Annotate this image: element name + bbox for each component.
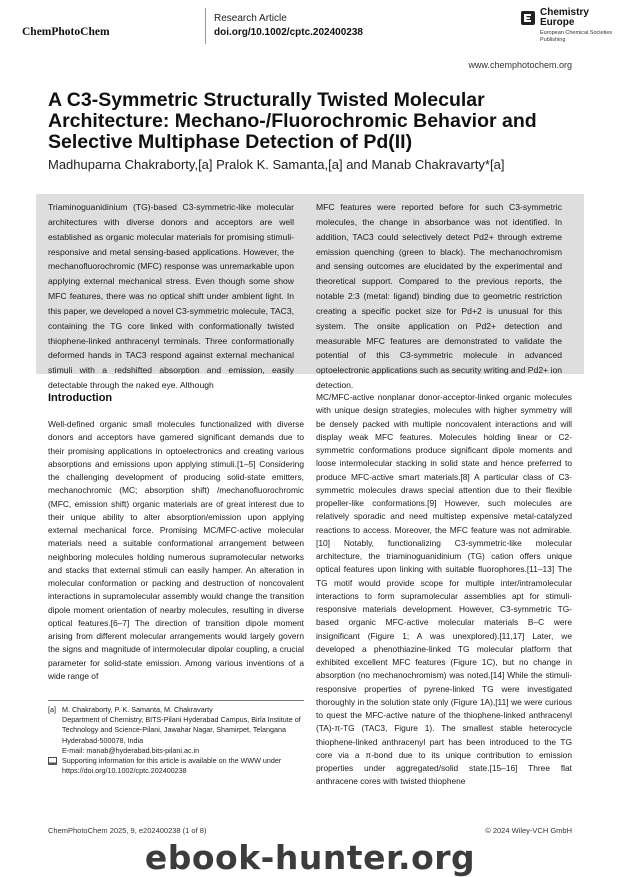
- watermark-text: ebook-hunter.org: [144, 838, 476, 877]
- supporting-info-footnote: [48, 756, 306, 776]
- introduction-left-column: Well-defined organic small molecules functionalized with diverse donors and acceptors have garnered significant demands due to their promising applications in optoelectronics and creating various absorptions and emissions upon applying stimuli.[1–5] Considering the challenging development of producing solid-state emitters, mechanochromic (MC; absorption shift) /mechanofluorochromic (MFC, emission shift) organic materials are of great interest due to their unique ability to alter absorption/emission upon applying external mechanical force. Promising MC/MFC-active molecular materials need a suitable conformational arrangement between neighboring molecules holding numerous supramolecular networks and stacks that external stimuli can easily hamper. An alteration in molecular conformation or packing and destruction of noncovalent interactions in supramolecular assembly would change the transition dipole moment orientation of nearby molecules, resulting in diverse optical features.[6–7] The direction of transition dipole moment arising from different molecular arrangements would largely govern the signs and magnitude of intermolecular dipolar coupling, a crucial parameter for solid-state emission. Among various inventions of a wide range of: [48, 419, 304, 681]
- article-authors: Madhuparna Chakraborty,[a] Pralok K. Samanta,[a] and Manab Chakravarty*[a]: [48, 157, 505, 172]
- supporting-info-text[interactable]: Supporting information for this article is available on the WWW under https://doi.org/10.1002/cptc.202400238: [62, 756, 282, 776]
- abstract-right-column: MFC features were reported before for such C3-symmetric molecules, the change in absorbance was not identified. In addition, TAC3 could selectively detect Pd2+ through extreme emission quenching (green to black). The mechanochromism and sensing outcomes are elucidated by the experimental and theoretical support. Compared to the previous reports, the notable 2:3 (metal: ligand) binding due to geometric restriction creating a specific pocket size for Pd+2 is unusual for this system. The onsite application on Pd2+ detection and measurable MFC features are demonstrated to validate the potential of this C3-symmetric molecule in advanced optoelectronic applications such as security writing and Pd2+ ion detection.: [316, 202, 562, 391]
- publisher-subtitle: European Chemical Societies Publishing: [540, 30, 613, 43]
- affiliation-footnote: [48, 705, 306, 756]
- journal-url-link[interactable]: www.chemphotochem.org: [468, 60, 572, 70]
- footnote-mark: [a]: [48, 705, 56, 714]
- article-type: Research Article: [214, 13, 287, 24]
- chemistry-europe-logo-icon: [520, 10, 536, 26]
- introduction-right-column: MC/MFC-active nonplanar donor-acceptor-linked organic molecules with unique design strategies, molecules with higher symmetry will be densely packed with multiple noncovalent interactions and will display weak MFC features. Molecules holding linear or C2-symmetric conformations produce significant dipole moments and loose intermolecular stacking in solid state and hence preferred to produce MFC-active smart materials.[8] A particular class of C3-symmetric molecules draws special attention due to their flexible propeller-like conformations.[9] However, such molecules are relatively sporadic and need multistep expensive metal-catalyzed reactions to access. Moreover, the MFC feature was not admirable.[10] Notably, functionalizing C3-symmetric-like molecular architecture, the triaminoguanidinium (TG) cation offers unique optical features upon linking with suitable fluorophores.[11–13] The TG motif would provide scope for multiple inter/intramolecular interactions to form supramolecular assemblies apt for stimuli-responsive materials development. However, C3-symmetric TG-based organic MFC-active molecular materials B–C were insignificant (Figure 1; A was unexplored).[11,17] Later, we developed a phenothiazine-linked TG molecular platform that exhibited excellent MFC features (Figure 1C), but no change in absorption (no mechanochromism) was noted.[14] While the stimuli-responsive properties of pyrene-linked TG were investigated thoroughly in the solution state only (Figure 1A),[11] we were curious to quest the MFC-active nature of the thiophene-linked anthracenyl (TA)-π-TG (TAC3, Figure 1). The smallest stable heterocycle thiophene-linked anthracenyl part has been introduced to the TG core via a π-bond due to its unique contribution to emission properties under aggregated/solid state.[15–16] Three flat anthracene cores with twisted thiophene: [316, 392, 572, 787]
- header-divider: [205, 8, 206, 44]
- journal-name: ChemPhotoChem: [22, 26, 110, 38]
- abstract-left-column: Triaminoguanidinium (TG)-based C3-symmetric-like molecular architectures with diverse donors and acceptors are well established as organic molecular materials for promising stimuli-responsive and metal sensing-based applications. However, the mechanofluorochromic (MFC) response was unremarkable upon applying external mechanical stress. Even though some show MFC features, there was no optical shift under ambient light. In this paper, we developed a novel C3-symmetric molecule, TAC3, containing the TG core linked with conformationally twisted thiophene-linked anthracenyl terminals. Three conformationally deformed hands in TAC3 respond against external mechanical stimuli with a redshifted absorption and emission, easily detectable through the naked eye. Although: [48, 202, 294, 391]
- article-doi-link[interactable]: doi.org/10.1002/cptc.202400238: [214, 27, 363, 38]
- page-footer-citation: ChemPhotoChem 2025, 9, e202400238 (1 of 8): [48, 826, 207, 835]
- abstract-box: [36, 194, 584, 391]
- article-title: A C3-Symmetric Structurally Twisted Molecular Architecture: Mechano-/Fluorochromic Behavior and Selective Multiphase Detection of Pd(II): [48, 89, 537, 153]
- footnote-block: [48, 705, 306, 776]
- footnote-email[interactable]: E-mail: manab@hyderabad.bits-pilani.ac.in: [62, 745, 200, 755]
- publisher-name: Chemistry Europe: [540, 7, 589, 28]
- footnote-affiliation: Department of Chemistry, BITS-Pilani Hyderabad Campus, Birla Institute of Technology and Science-Pilani, Jawahar Nagar, Shamirpet, Telangana Hyderabad-500078, India: [62, 715, 301, 745]
- supporting-info-icon: [48, 757, 57, 765]
- page-footer-copyright: © 2024 Wiley-VCH GmbH: [485, 826, 572, 835]
- publisher-logo[interactable]: [520, 8, 614, 48]
- footnote-authors: M. Chakraborty, P. K. Samanta, M. Chakravarty: [62, 705, 213, 714]
- footnote-divider: [48, 700, 304, 701]
- introduction-heading: Introduction: [48, 392, 113, 404]
